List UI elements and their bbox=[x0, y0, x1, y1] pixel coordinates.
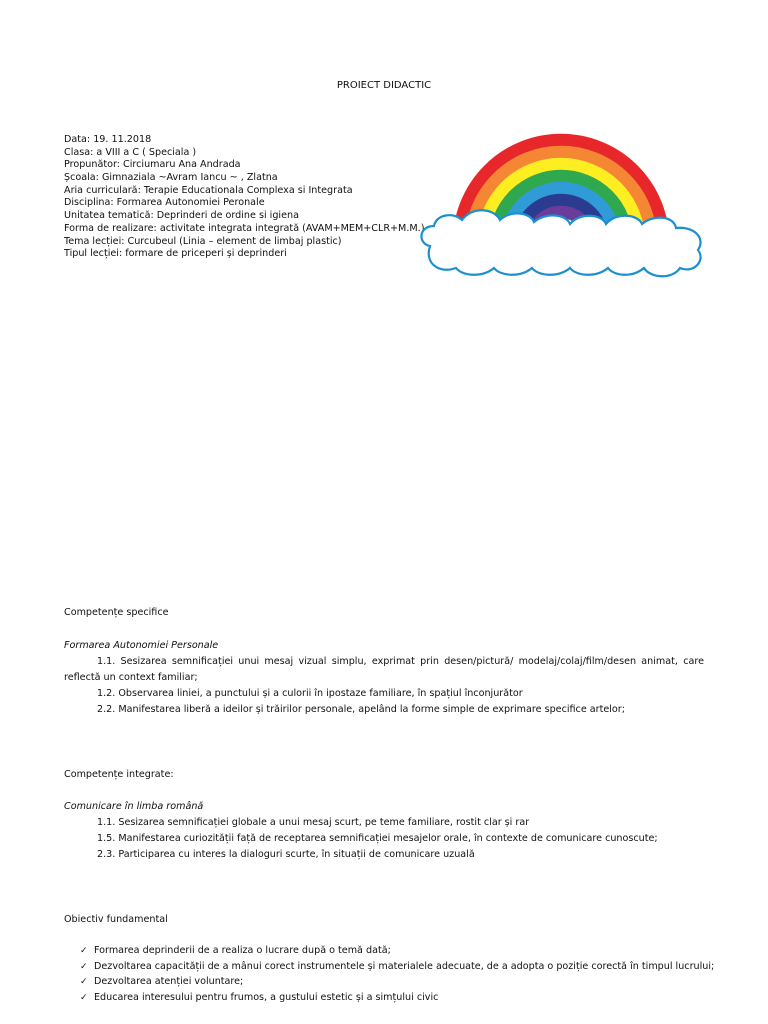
integrated-competence-2-3: 2.3. Participarea cu interes la dialoguri scurte, în situații de comunicare uzuală bbox=[97, 849, 475, 860]
check-icon: ✓ bbox=[80, 961, 88, 972]
integrated-competences-subject: Comunicare în limba română bbox=[64, 801, 204, 812]
objectives-list bbox=[80, 943, 714, 1005]
meta-proposer: Propunător: Circiumaru Ana Andrada bbox=[64, 159, 241, 171]
list-item: ✓ Educarea interesului pentru frumos, a gustului estetic și a simțului civic bbox=[80, 990, 714, 1006]
check-icon: ✓ bbox=[80, 992, 88, 1003]
check-icon: ✓ bbox=[80, 977, 88, 988]
meta-thematic-unit: Unitatea tematică: Deprinderi de ordine si igiena bbox=[64, 210, 299, 222]
integrated-competence-1-5: 1.5. Manifestarea curiozității față de receptarea semnificației mesajelor orale, în contexte de comunicare cunoscute; bbox=[97, 833, 658, 844]
meta-lesson-theme: Tema lecției: Curcubeul (Linia – element de limbaj plastic) bbox=[64, 235, 342, 247]
list-item: ✓ Formarea deprinderii de a realiza o lucrare după o temă dată; bbox=[80, 943, 714, 959]
cloud bbox=[421, 210, 700, 276]
meta-lesson-type: Tipul lecției: formare de priceperi și deprinderi bbox=[64, 248, 287, 260]
lesson-metadata bbox=[64, 134, 424, 261]
meta-curricular-area: Aria curriculară: Terapie Educationala Complexa si Integrata bbox=[64, 184, 353, 196]
meta-date: Data: 19. 11.2018 bbox=[64, 134, 152, 145]
meta-school: Școala: Gimnaziala ~Avram Iancu ~ , Zlatna bbox=[64, 172, 278, 184]
list-item: ✓ Dezvoltarea atenției voluntare; bbox=[80, 974, 714, 990]
specific-competence-1-1: 1.1. Sesizarea semnificației unui mesaj vizual simplu, exprimat prin desen/pictură/ modelaj/colaj/film/desen animat, care reflectă un context familiar; bbox=[64, 656, 704, 683]
specific-competences-subject: Formarea Autonomiei Personale bbox=[64, 640, 219, 651]
rainbow-illustration bbox=[418, 118, 704, 286]
integrated-competence-1-1: 1.1. Sesizarea semnificației globale a unui mesaj scurt, pe teme familiare, rostit clar și rar bbox=[97, 817, 530, 828]
list-item: ✓ Dezvoltarea capacității de a mânui corect instrumentele și materialele adecuate, de a adopta o poziție corectă în timpul lucrului; bbox=[80, 959, 714, 975]
specific-competence-2-2: 2.2. Manifestarea liberă a ideilor și trăirilor personale, apelând la forme simple de exprimare specifice artelor; bbox=[97, 704, 625, 715]
meta-discipline: Disciplina: Formarea Autonomiei Peronale bbox=[64, 197, 265, 209]
integrated-competences-heading: Competențe integrate: bbox=[64, 769, 174, 780]
check-icon: ✓ bbox=[80, 946, 88, 956]
meta-class: Clasa: a VIII a C ( Speciala ) bbox=[64, 146, 197, 158]
specific-competence-1-2: 1.2. Observarea liniei, a punctului și a culorii în ipostaze familiare, în spațiul înconjurător bbox=[97, 688, 523, 699]
document-title: PROIECT DIDACTIC bbox=[336, 80, 432, 91]
specific-competences-heading: Competențe specifice bbox=[64, 607, 169, 618]
meta-form: Forma de realizare: activitate integrata integrată (AVAM+MEM+CLR+M.M.) bbox=[64, 222, 425, 234]
fundamental-objective-heading: Obiectiv fundamental bbox=[64, 914, 168, 925]
